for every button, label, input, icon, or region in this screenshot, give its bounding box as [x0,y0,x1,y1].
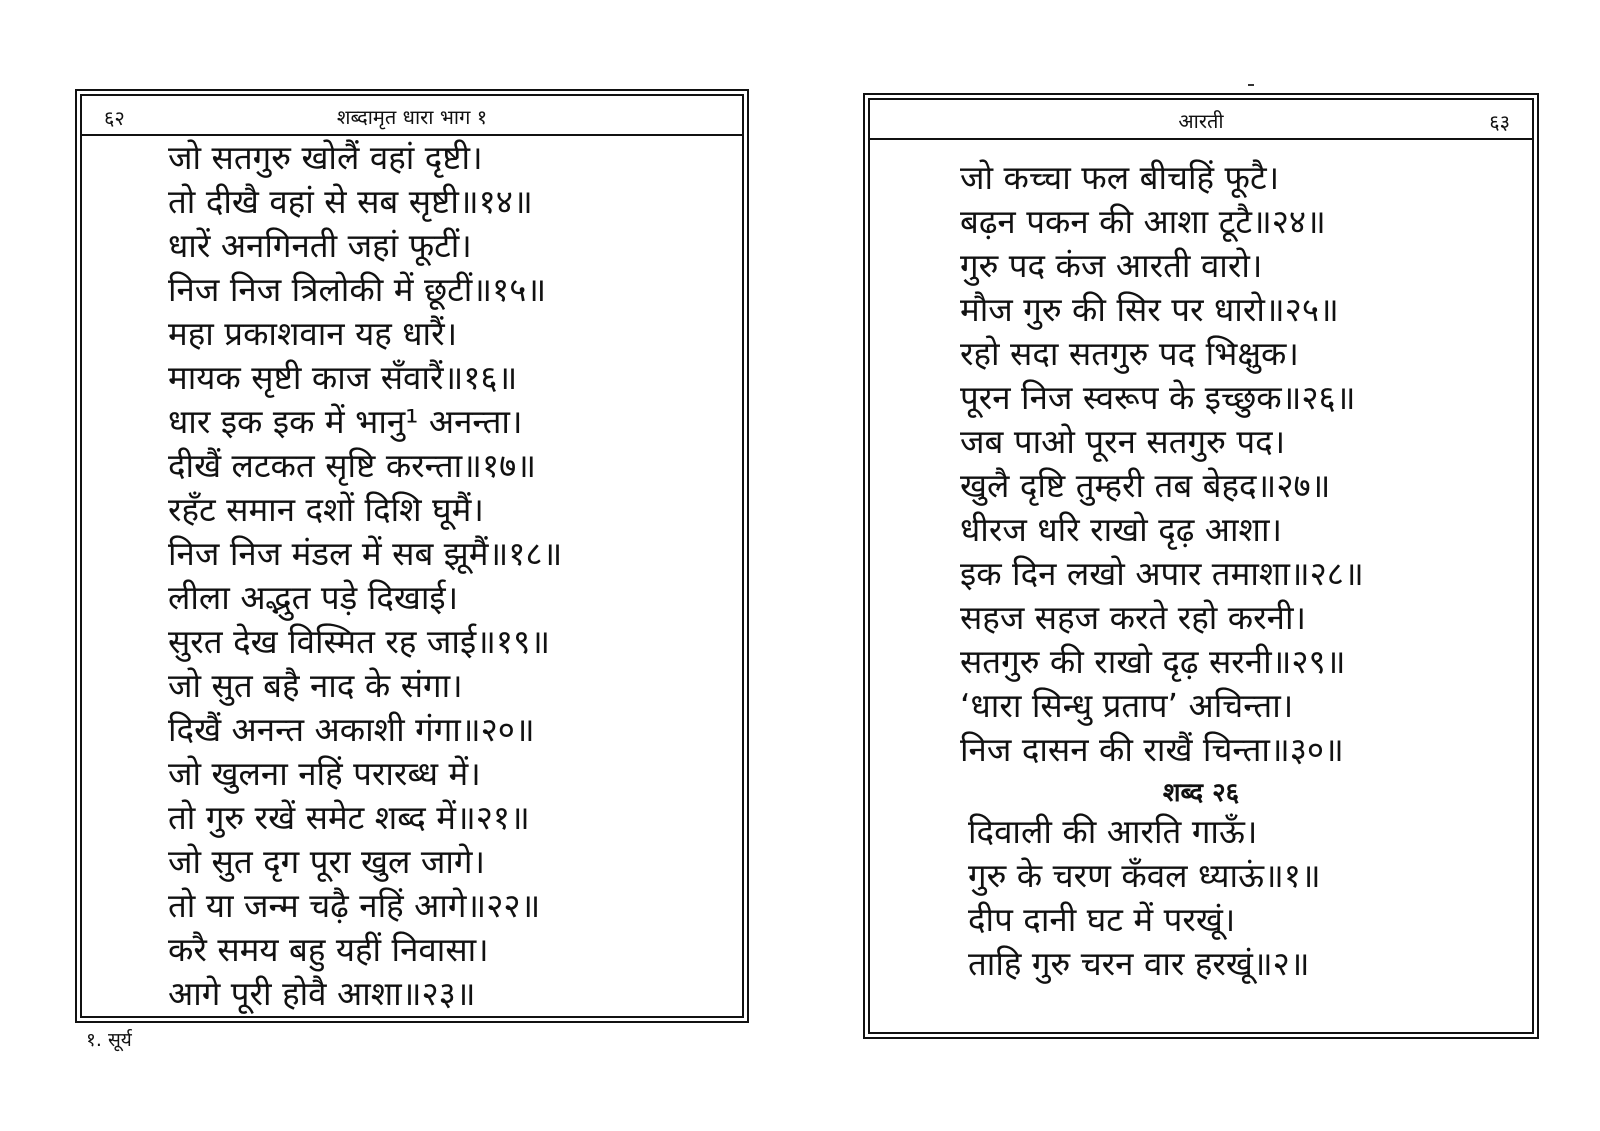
verse-line: गुरु पद कंज आरती वारो। [960,246,1263,285]
verse-line: दिखैं अनन्त अकाशी गंगा॥२०॥ [168,710,535,749]
verse-line: निज निज त्रिलोकी में छूटीं॥१५॥ [168,270,547,309]
verse-line: मौज गुरु की सिर पर धारो॥२५॥ [960,290,1339,329]
verse-line: जो कच्चा फल बीचहिं फूटै। [960,158,1280,197]
verse-line: जो सतगुरु खोलैं वहां दृष्टी। [168,138,483,177]
left-page-number: ६२ [104,106,125,130]
right-section-verse-block [968,810,1532,986]
verse-line: तो या जन्म चढ़ै नहिं आगे॥२२॥ [168,886,541,925]
verse-line: निज दासन की राखैं चिन्ता॥३०॥ [960,730,1344,769]
right-running-title: आरती [1178,109,1224,133]
right-page [868,98,1534,1034]
verse-line: जो सुत बहै नाद के संगा। [168,666,463,705]
verse-line: जो खुलना नहिं परारब्ध में। [168,754,481,793]
verse-line: सहज सहज करते रहो करनी। [960,598,1307,637]
verse-line: निज निज मंडल में सब झूमैं॥१८॥ [168,534,563,573]
verse-line: लीला अद्भुत पड़े दिखाई। [168,578,459,617]
verse-line: धीरज धरि राखो दृढ़ आशा। [960,510,1283,549]
verse-line: सुरत देख विस्मित रह जाई॥१९॥ [168,622,551,661]
verse-line: तो गुरु रखें समेट शब्द में॥२१॥ [168,798,530,837]
verse-line: महा प्रकाशवान यह धारैं। [168,314,458,353]
verse-line: धारें अनगिनती जहां फूटीं। [168,226,472,265]
verse-line: गुरु के चरण कँवल ध्याऊं॥१॥ [968,856,1321,895]
verse-line: ‘धारा सिन्धु प्रताप’ अचिन्ता। [960,686,1294,725]
scan-mark [1248,84,1254,86]
right-page-header [870,100,1532,140]
verse-line: रहो सदा सतगुरु पद भिक्षुक। [960,334,1299,373]
verse-line: जो सुत दृग पूरा खुल जागे। [168,842,485,881]
scan-crease [1534,132,1535,992]
verse-line: आगे पूरी होवै आशा॥२३॥ [168,974,476,1013]
verse-line: दीखैं लटकत सृष्टि करन्ता॥१७॥ [168,446,537,485]
verse-line: खुलै दृष्टि तुम्हरी तब बेहद॥२७॥ [960,466,1331,505]
verse-line: सतगुरु की राखो दृढ़ सरनी॥२९॥ [960,642,1346,681]
right-verse-block [960,156,1532,772]
verse-line: इक दिन लखो अपार तमाशा॥२८॥ [960,554,1364,593]
verse-line: दीप दानी घट में परखूं। [968,900,1236,939]
verse-line: ताहि गुरु चरन वार हरखूं॥२॥ [968,944,1310,983]
verse-line: धार इक इक में भानु¹ अनन्ता। [168,402,523,441]
left-running-title: शब्दामृत धारा भाग १ [336,105,488,129]
right-page-number: ६३ [1489,110,1510,134]
section-heading: शब्द २६ [1162,778,1240,808]
verse-line: मायक सृष्टी काज सँवारैं॥१६॥ [168,358,518,397]
left-page [80,94,744,1018]
verse-line: जब पाओ पूरन सतगुरु पद। [960,422,1286,461]
verse-line: बढ़न पकन की आशा टूटै॥२४॥ [960,202,1326,241]
left-page-header [82,96,742,136]
verse-line: पूरन निज स्वरूप के इच्छुक॥२६॥ [960,378,1356,417]
verse-line: दिवाली की आरति गाऊँ। [968,812,1258,851]
verse-line: रहँट समान दशों दिशि घूमैं। [168,490,484,529]
verse-line: तो दीखै वहां से सब सृष्टी॥१४॥ [168,182,533,221]
footnote: १. सूर्य [86,1029,132,1051]
left-verse-block [168,136,742,1016]
verse-line: करै समय बहु यहीं निवासा। [168,930,489,969]
